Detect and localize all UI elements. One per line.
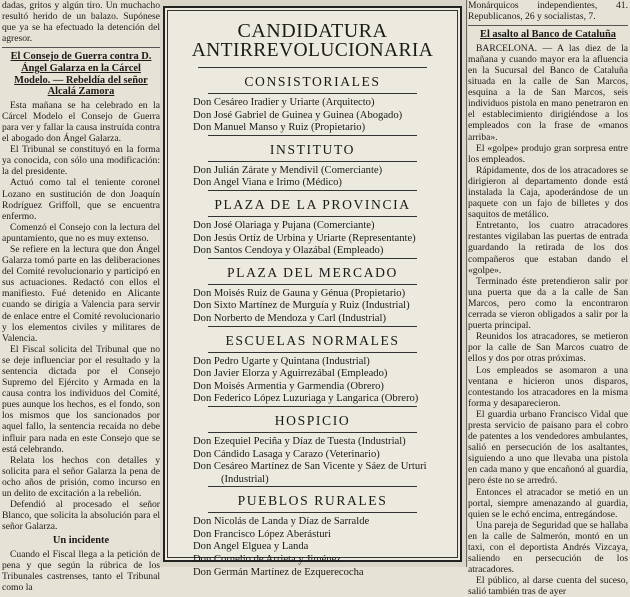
section-heading: PLAZA DE LA PROVINCIA <box>214 196 411 212</box>
candidate-name: Don Pedro Ugarte y Quintana (Industrial) <box>193 355 370 367</box>
candidatura-inner-frame <box>167 10 458 578</box>
section-heading: ESCUELAS NORMALES <box>225 332 400 348</box>
candidate-name: Don Julián Zárate y Mendivil (Comerciante) <box>193 164 383 176</box>
candidate-list <box>168 436 457 486</box>
divider <box>2 47 160 48</box>
section-heading: CONSISTORIALES <box>244 74 381 89</box>
candidate-list <box>168 288 457 326</box>
candidate-name: Don Cándido Lasaga y Carazo (Veterinario) <box>193 448 380 460</box>
candidate-name: Don José Gabriel de Guinea y Guinea (Abogado) <box>193 109 403 121</box>
candidate-name: Don Ezequiel Peciña y Díaz de Tuesta (Industrial) <box>193 435 406 447</box>
left-paragraph: Relata los hechos con detalles y solicita para el señor Galarza la pena de ocho años de prisión, como incurso en un delito de excitación a la rebelión. <box>2 454 160 500</box>
section-rule <box>208 352 417 353</box>
candidate-list <box>168 97 457 135</box>
section-rule <box>208 190 417 191</box>
candidate-name: Don Nicolás de Landa y Díaz de Sarralde <box>193 516 370 528</box>
right-paragraph: Una pareja de Seguridad que se hallaba en la calle de Salmerón, montó en un taxi, con el deportista Andrés Vizcaya, saliendo en persecución de los atracadores. <box>468 519 628 576</box>
candidate-name: Don Santos Cendoya y Olazábal (Empleado) <box>193 245 384 257</box>
candidate-name: Don Germán Martínez de Ezquerecocha <box>193 566 364 578</box>
candidate-name: Don Norberto de Mendoza y Carl (Industrial) <box>193 312 386 324</box>
right-paragraph: El guardia urbano Francisco Vidal que presta servicio de paisano para el cobro de patentes a los vendedores ambulantes, salió en persecución de los asaltantes, siguiendo a uno que llevaba una pistola en cada mano y que encañonó al guardia, pero éste no se arredró. <box>468 408 628 487</box>
candidate-name: Don Sixto Martínez de Murguía y Ruiz (Industrial) <box>193 300 410 312</box>
candidate-name: Don Federico López Luzuriaga y Langarica (Obrero) <box>193 393 419 405</box>
candidatura-box <box>163 6 462 578</box>
left-paragraph: El Fiscal solicita del Tribunal que no se deje influenciar por el resultado y la sentencia dictada por el Consejo Supremo del Ejército y Armada en la causa contra los individuos del Comité, pues aunque los hechos, es el fondo, son los mismos que los sancionados por aquel fallo, la sentencia recaída no debe influir para nada en este Consejo que se está celebrando. <box>2 343 160 455</box>
candidate-name: Don Moisés Ruiz de Gauna y Génua (Propietario) <box>193 287 406 299</box>
right-paragraph: Entretanto, los cuatro atracadores restantes vigilaban las puertas de entrada guardando la retirada de los dos compañeros que estaban dando el «golpe». <box>468 220 628 276</box>
left-subhead: Un incidente <box>52 535 110 547</box>
left-headline: El Consejo de Guerra contra D. Ángel Galarza en la Cárcel Modelo. — Rebeldía del señor Alcalá Zamora <box>10 51 152 98</box>
candidate-name: Don Francisco López Aberásturi <box>193 528 331 540</box>
right-headline: El asalto al Banco de Cataluña <box>480 29 616 41</box>
candidatura-subtitle: ANTIRREVOLUCIONARIA <box>191 40 434 61</box>
section-heading: PLAZA DEL MERCADO <box>227 264 398 280</box>
right-top-fragment: Monárquicos independientes, 41. Republicanos, 26 y socialistas, 7. <box>468 0 628 23</box>
candidate-name: Don Angel Elguea y Landa <box>193 541 309 553</box>
section-rule <box>208 512 417 513</box>
candidate-name: Don Moisés Armentia y Garmendia (Obrero) <box>193 380 384 392</box>
left-top-fragment: dadas, gritos y algún tiro. Un muchacho resultó herido de un balazo. Supónese que ya se ha efectuado la detención del agresor. <box>2 0 160 45</box>
candidate-name: Don Cornelio de Arrieta y Jiménez <box>193 554 341 566</box>
section-rule <box>208 216 417 217</box>
left-paragraph: Defendió al procesado el señor Blanco, que solicita la absolución para el señor Galarza. <box>2 499 160 533</box>
right-paragraph: BARCELONA. — A las diez de la mañana y cuando mayor era la afluencia en la Sucursal del Banco de Cataluña situada en la calle de San Marcos, esquina a la de San Marcos, seis individuos pistola en mano penetraron en el establecimiento dirigiéndose a los empleados con la frase de «manos arriba». <box>468 42 628 143</box>
left-paragraph: El Tribunal se constituyó en la forma ya conocida, con sólo una modificación: la del presidente. <box>2 144 160 178</box>
candidate-name: Don José Olariaga y Pujana (Comerciante) <box>193 219 375 231</box>
right-paragraph: Terminado éste pretendieron salir por una puerta que da a la calle de San Marcos, pero como la encontraron cerrada se vieron obligados a salir por la puerta principal. <box>468 275 628 332</box>
section-heading: PUEBLOS RURALES <box>237 493 388 509</box>
section-rule <box>198 67 427 68</box>
candidate-name: (Industrial) <box>221 473 269 485</box>
right-paragraph: El público, al darse cuenta del suceso, salió también tras de ayer <box>468 575 628 597</box>
column-rule <box>466 0 467 567</box>
section-rule <box>208 486 417 487</box>
right-paragraph: Reunidos los atracadores, se metieron por la calle de San Marcos cuatro de ellos y dos por otras próximas. <box>468 331 628 365</box>
section-rule <box>208 161 417 162</box>
left-paragraph: Comenzó el Consejo con la lectura del apuntamiento, que no es muy extenso. <box>2 221 160 244</box>
section-rule <box>208 326 417 327</box>
right-paragraph: Los empleados se asomaron a una ventana e hicieron unos disparos, contestando los atracadores en la misma forma y desaparecieron. <box>468 364 628 409</box>
candidate-name: Don Cesáreo Iradier y Uriarte (Arquitecto) <box>193 97 375 108</box>
section-heading: INSTITUTO <box>269 141 356 157</box>
divider <box>468 25 628 26</box>
section-rule <box>208 135 417 136</box>
left-paragraph: Cuando el Fiscal llega a la petición de pena y que según la rúbrica de los Tribunales castrenses, tanto el Tribunal como la <box>2 548 160 593</box>
candidate-list <box>168 165 457 190</box>
right-paragraph: Rápidamente, dos de los atracadores se dirigieron al departamento donde está instalada la Caja, apoderándose de un paquete con un fajo de billetes y dos saquitos de metálico. <box>468 164 628 221</box>
right-paragraph: Entonces el atracador se metió en un portal, siempre amenazando al guardia, quien se le echó encima, entregándose. <box>468 486 628 520</box>
candidate-list <box>168 356 457 406</box>
left-paragraph: Se refiere en la lectura que don Ángel Galarza tomó parte en las deliberaciones del Comité revolucionario y participó en sus actuaciones. Redactó con ellos el manifiesto. Fué detenido en Alicante cuando se dirigía a Valencia para servir de enlace entre el Comité revolucionario y los elementos civiles y militares de Valencia. <box>2 243 160 344</box>
left-paragraph: Esta mañana se ha celebrado en la Cárcel Modelo el Consejo de Guerra para ver y fallar la causa instruída contra el abogado don Ángel Galarza. <box>2 99 160 145</box>
left-column <box>2 0 160 593</box>
section-rule <box>208 406 417 407</box>
candidate-name: Don Angel Viana e Irimo (Médico) <box>193 177 342 189</box>
section-rule <box>208 284 417 285</box>
candidate-list <box>168 516 457 579</box>
right-paragraph: El «golpe» produjo gran sorpresa entre los empleados. <box>468 142 628 165</box>
right-column <box>468 0 628 597</box>
section-rule <box>208 432 417 433</box>
candidate-name: Don Jesús Ortíz de Urbina y Uriarte (Representante) <box>193 232 416 244</box>
left-paragraph: Actuó como tal el teniente coronel Lozano en sustitución de don Joaquín Rodríguez Griffoll, que se encuentra enfermo. <box>2 177 160 222</box>
candidate-name: Don Manuel Manso y Ruiz (Propietario) <box>193 122 366 134</box>
candidate-name: Don Cesáreo Martínez de San Vicente y Sáez de Urturi <box>193 461 427 473</box>
candidate-name: Don Javier Elorza y Aguirrezábal (Empleado) <box>193 368 388 380</box>
section-rule <box>208 258 417 259</box>
section-rule <box>208 93 417 94</box>
candidatura-title: CANDIDATURA <box>237 20 388 42</box>
section-heading: HOSPICIO <box>274 412 351 428</box>
candidatura-sections <box>168 67 457 579</box>
candidate-list <box>168 220 457 258</box>
